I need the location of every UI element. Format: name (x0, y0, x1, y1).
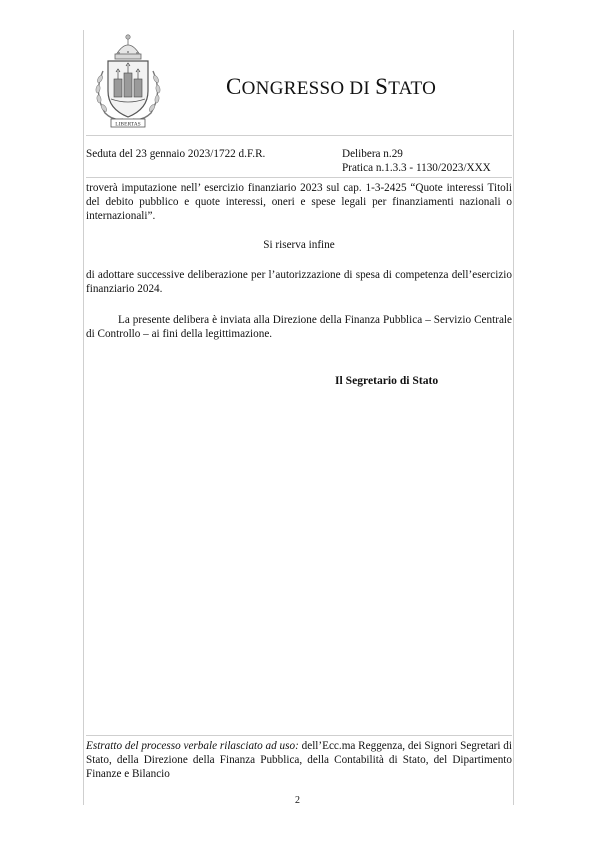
riserva-heading: Si riserva infine (263, 239, 335, 251)
footer-extract (86, 739, 512, 782)
san-marino-crest-icon (89, 33, 167, 129)
left-margin-rule (83, 30, 84, 805)
title-part-1: ONGRESSO DI (241, 78, 376, 99)
title-part-2: TATO (388, 78, 437, 99)
page-title (226, 74, 436, 100)
meta-rule (86, 177, 512, 178)
session-date: Seduta del 23 gennaio 2023/1722 d.F.R. (86, 148, 266, 160)
footer-lead: Estratto del processo verbale rilasciato ad uso: (86, 740, 299, 752)
crest-motto: LIBERTAS (115, 121, 141, 128)
title-initial-1: C (226, 74, 242, 99)
paragraph-imputazione: troverà imputazione nell’ esercizio finanziario 2023 sul cap. 1-3-2425 “Quote interessi Titoli del debito pubblico e quote interessi, oneri e spese legali per finanziamenti nazionali o internazionali”. (86, 182, 512, 223)
paragraph-autorizzazione: di adottare successive deliberazione per l’autorizzazione di spesa di competenza dell’esercizio finanziario 2024. (86, 269, 512, 296)
right-margin-rule (513, 30, 514, 805)
footer-rule (86, 735, 512, 736)
page-number: 2 (295, 795, 300, 806)
paragraph-legittimazione: La presente delibera è inviata alla Direzione della Finanza Pubblica – Servizio Centrale di Controllo – ai fini della legittimazione. (86, 314, 512, 341)
practice-number: Pratica n.1.3.3 - 1130/2023/XXX (342, 162, 491, 174)
signer-title: Il Segretario di Stato (335, 374, 439, 387)
header-rule (86, 135, 512, 136)
title-initial-2: S (375, 74, 389, 99)
resolution-number: Delibera n.29 (342, 148, 403, 160)
footer-recipients: dell’Ecc.ma Reggenza, dei Signori Segretari di Stato, della Direzione della Finanza Pubblica, della Contabilità di Stato, del Dipartimento Finanze e Bilancio (86, 740, 513, 781)
